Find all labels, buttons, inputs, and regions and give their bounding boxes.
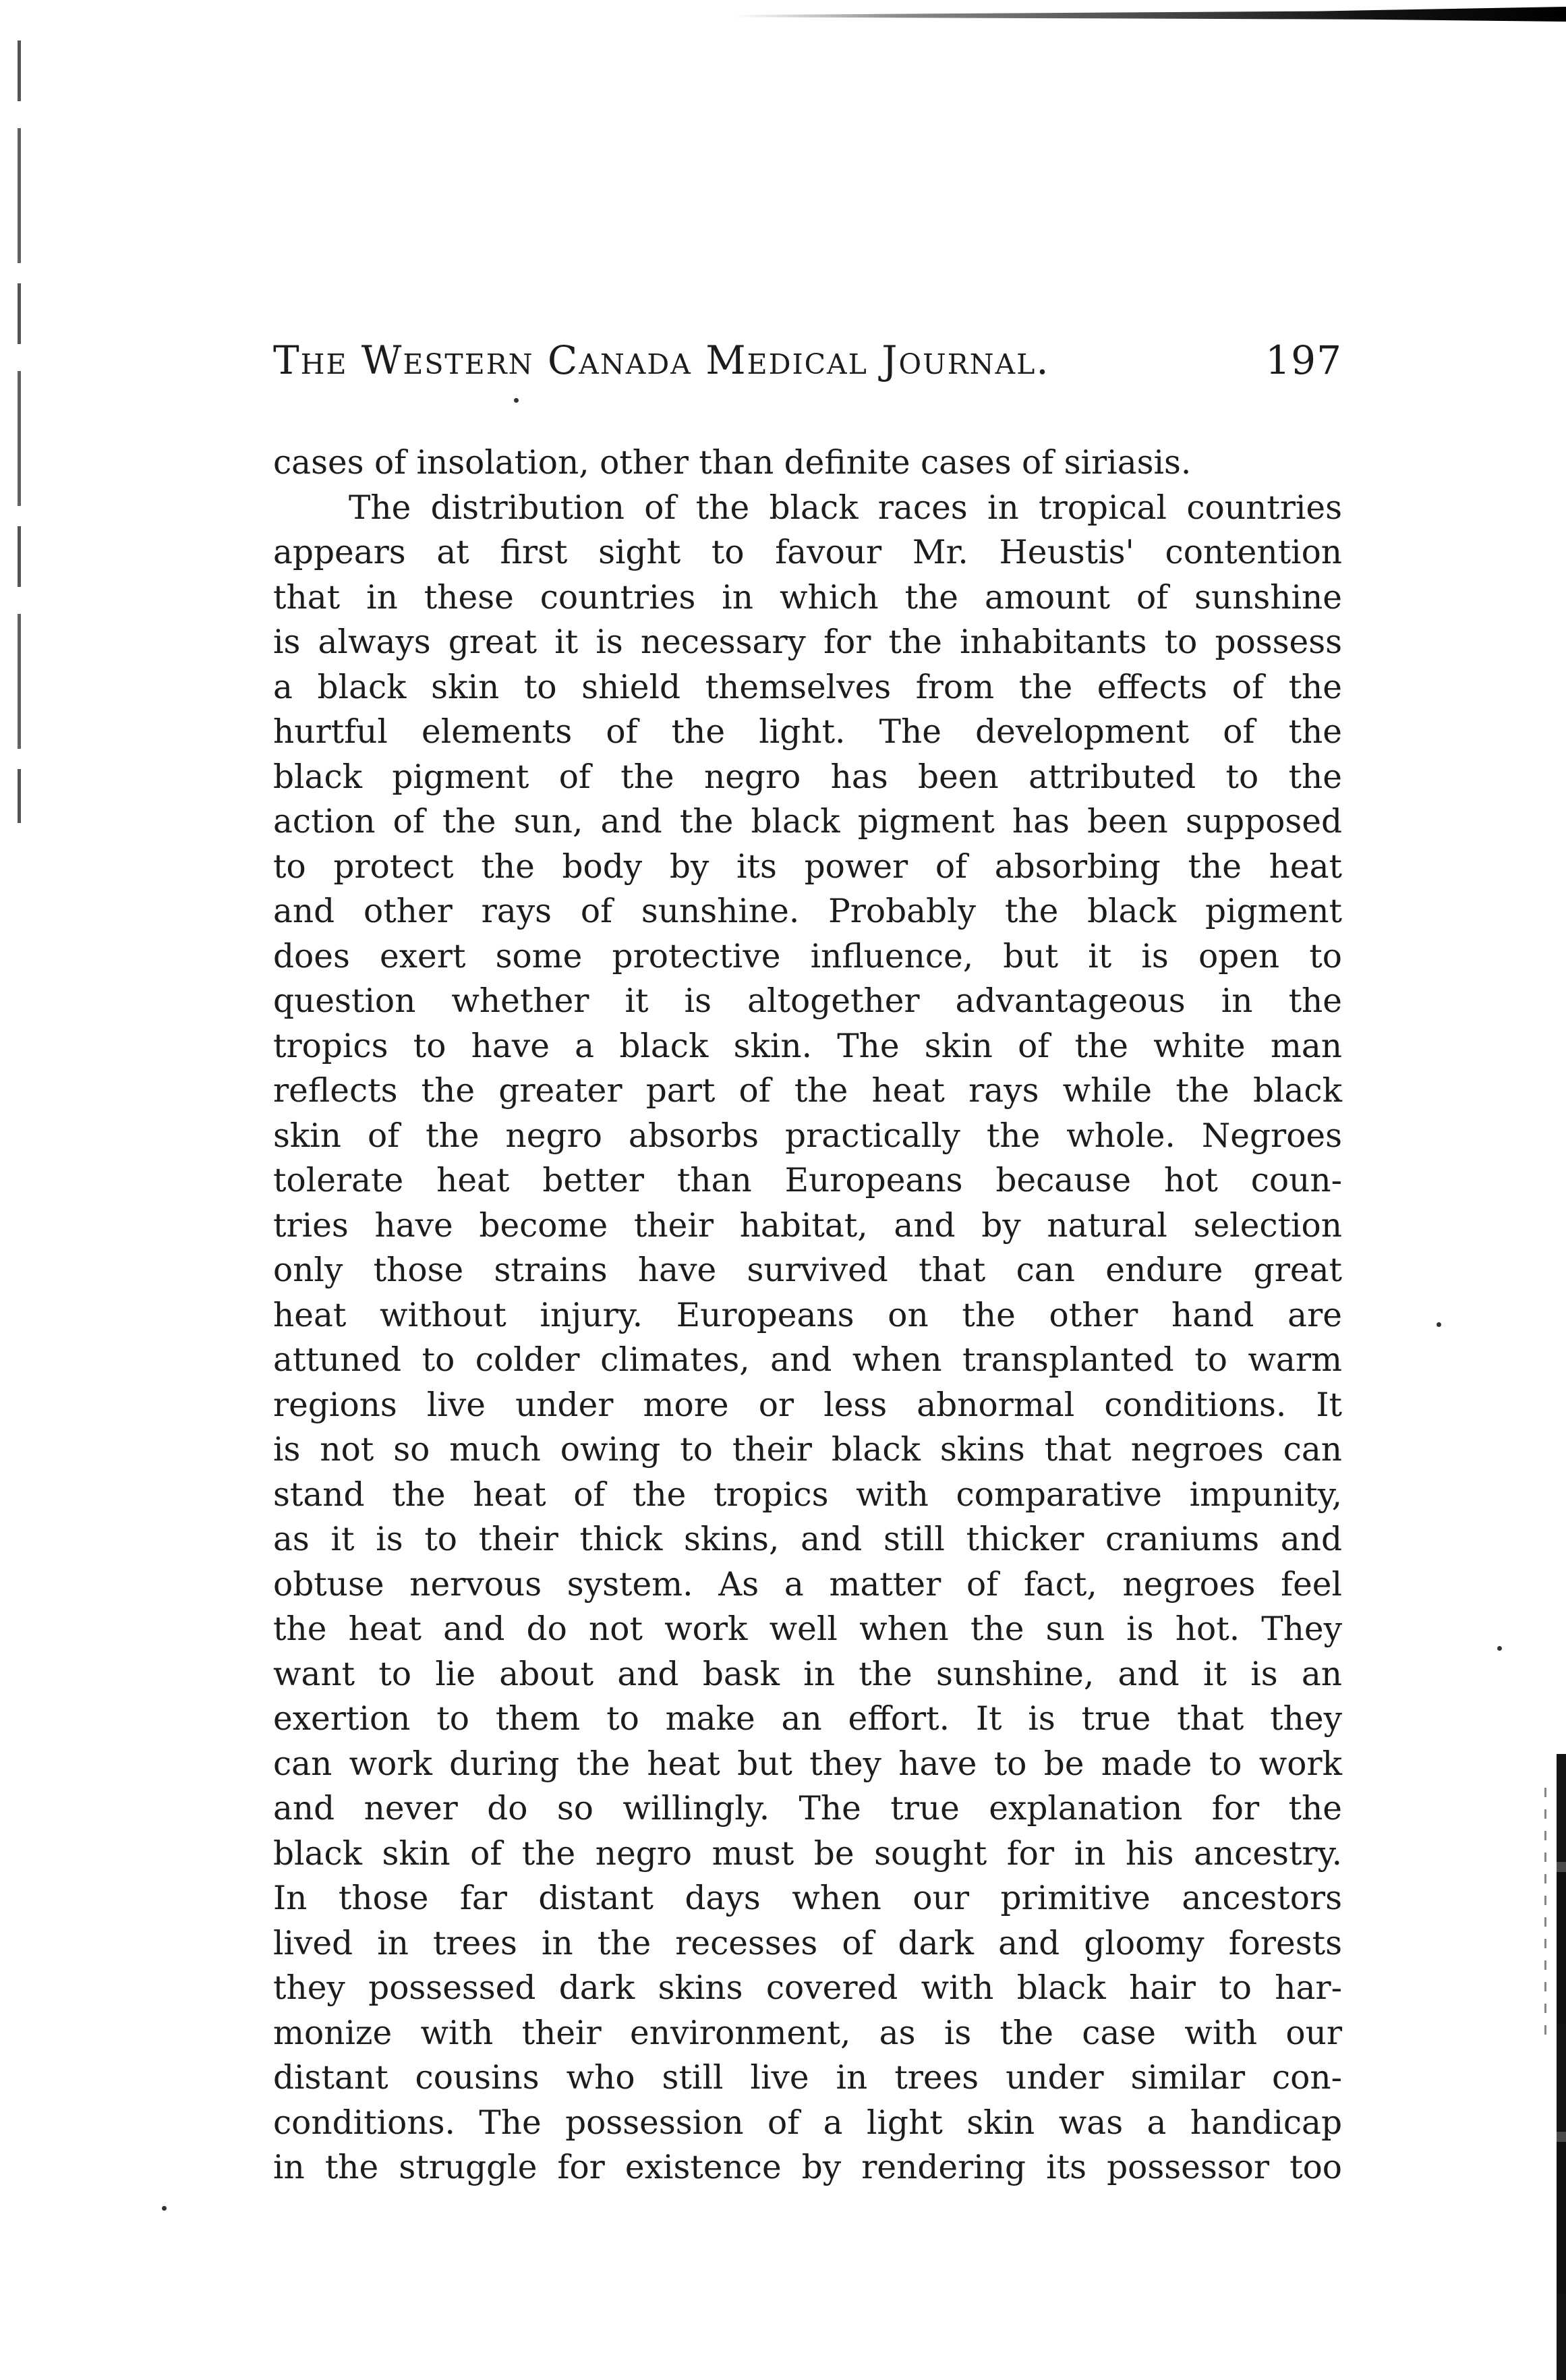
scan-edge-right-thin [1544,1788,1546,2044]
text-line: and other rays of sunshine. Probably the black pigment [273,893,1342,930]
text-line: in the struggle for existence by rendering its possessor too [273,2149,1342,2186]
text-line: the heat and do not work well when the sun is hot. They [273,1610,1342,1648]
scan-edge-left [18,40,21,823]
text-line: In those far distant days when our primitive ancestors [273,1879,1342,1917]
scan-edge-right [1557,1754,1566,2380]
text-line: as it is to their thick skins, and still thicker craniums and [273,1521,1342,1558]
text-line: and never do so willingly. The true explanation for the [273,1790,1342,1828]
text-line: only those strains have survived that can endure great [273,1251,1342,1289]
text-line: a black skin to shield themselves from the effects of the [273,668,1342,706]
text-line: is not so much owing to their black skins that negroes can [273,1431,1342,1469]
text-line: regions live under more or less abnormal conditions. It [273,1386,1342,1424]
text-line: want to lie about and bask in the sunshine, and it is an [273,1655,1342,1693]
text-line: question whether it is altogether advantageous in the [273,982,1342,1020]
text-line: tolerate heat better than Europeans because hot coun- [273,1162,1342,1199]
text-line: can work during the heat but they have to be made to work [273,1745,1342,1783]
journal-page [273,337,1342,2190]
text-line: black pigment of the negro has been attributed to the [273,758,1342,796]
scan-speck [1437,1322,1441,1327]
text-line: reflects the greater part of the heat rays while the black [273,1072,1342,1110]
text-line: monize with their environment, as is the case with our [273,2014,1342,2052]
article-body [273,441,1342,2190]
text-line: black skin of the negro must be sought for in his ancestry. [273,1834,1342,1873]
text-line: hurtful elements of the light. The development of the [273,713,1342,751]
text-line: they possessed dark skins covered with black hair to har- [273,1969,1342,2007]
text-line: stand the heat of the tropics with comparative impunity, [273,1475,1342,1514]
text-line: action of the sun, and the black pigment has been supposed [273,803,1342,841]
scan-speck [1497,1646,1502,1651]
scan-speck [162,2206,167,2211]
text-line: heat without injury. Europeans on the other hand are [273,1296,1342,1334]
text-line: appears at first sight to favour Mr. Heustis' contention [273,534,1342,571]
page-number: 197 [1265,337,1342,383]
text-line: tropics to have a black skin. The skin of the white man [273,1027,1342,1065]
text-line: conditions. The possession of a light skin was a handicap [273,2103,1342,2142]
text-line: to protect the body by its power of absorbing the heat [273,847,1342,886]
text-line: The distribution of the black races in tropical countries [349,488,1342,527]
text-line: cases of insolation, other than definite cases of siriasis. [273,444,1192,482]
text-line: exertion to them to make an effort. It is true that they [273,1700,1342,1738]
text-line: that in these countries in which the amount of sunshine [273,578,1342,617]
text-line: does exert some protective influence, but it is open to [273,937,1342,975]
text-line: attuned to colder climates, and when transplanted to warm [273,1341,1342,1379]
running-head [273,337,1342,383]
text-line: tries have become their habitat, and by natural selection [273,1206,1342,1245]
text-line: skin of the negro absorbs practically the whole. Negroes [273,1116,1342,1155]
text-line: distant cousins who still live in trees under similar con- [273,2059,1342,2097]
text-line: obtuse nervous system. As a matter of fact, negroes feel [273,1565,1342,1604]
text-line: lived in trees in the recesses of dark and gloomy forests [273,1924,1342,1962]
text-line: is always great it is necessary for the inhabitants to possess [273,623,1342,661]
scan-edge-top [735,7,1566,22]
journal-title: The Western Canada Medical Journal. [273,337,1050,383]
